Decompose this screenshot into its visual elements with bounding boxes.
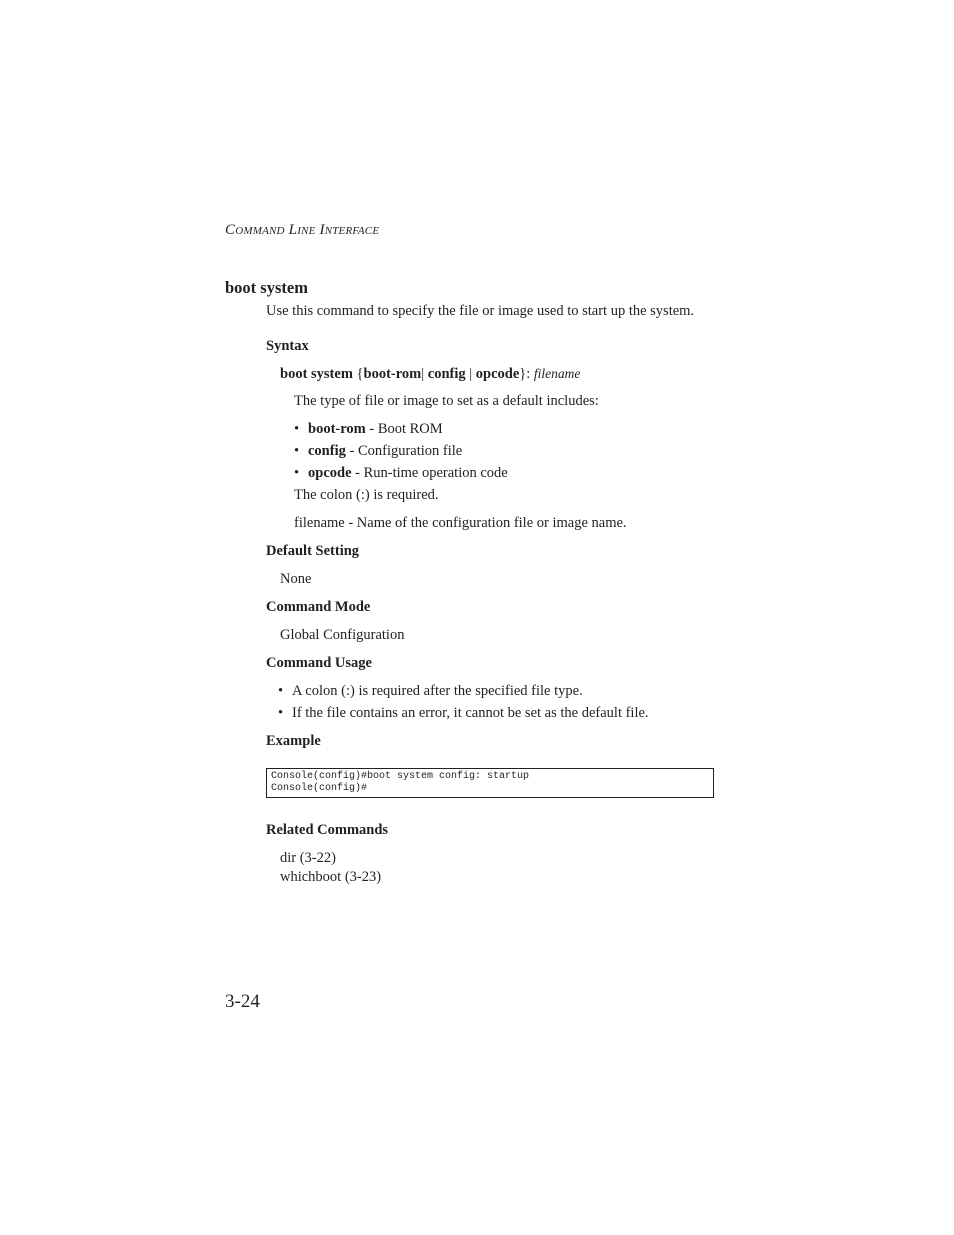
related-command-link: whichboot (3-23) — [280, 869, 382, 885]
code-line: Console(config)#boot system config: startup — [271, 771, 530, 782]
syntax-option: • boot-rom - Boot ROM — [294, 421, 443, 437]
code-line: Console(config)# — [271, 783, 368, 794]
page-number: 3-24 — [225, 991, 260, 1012]
example-heading: Example — [266, 733, 321, 749]
command-title: boot system — [225, 278, 308, 297]
syntax-option: • opcode - Run-time operation code — [294, 465, 508, 481]
command-usage-heading: Command Usage — [266, 655, 372, 671]
usage-item: • If the file contains an error, it cannot be set as the default file. — [278, 705, 649, 721]
syntax-intro: The type of file or image to set as a default includes: — [294, 393, 599, 409]
related-command-link: dir (3-22) — [280, 850, 336, 866]
default-setting-value: None — [280, 571, 312, 587]
syntax-heading: Syntax — [266, 338, 309, 354]
related-commands-heading: Related Commands — [266, 822, 389, 838]
example-code-box — [266, 768, 714, 798]
filename-description: filename - Name of the configuration file or image name. — [294, 515, 627, 531]
command-description: Use this command to specify the file or image used to start up the system. — [266, 303, 695, 319]
command-mode-value: Global Configuration — [280, 627, 405, 643]
syntax-line: boot system {boot-rom| config | opcode}: filename — [280, 366, 581, 382]
default-setting-heading: Default Setting — [266, 543, 360, 559]
colon-note: The colon (:) is required. — [294, 487, 439, 503]
command-mode-heading: Command Mode — [266, 599, 371, 615]
usage-item: • A colon (:) is required after the specified file type. — [278, 683, 583, 699]
running-head: COMMAND LINE INTERFACE — [225, 222, 380, 238]
syntax-option: • config - Configuration file — [294, 443, 463, 459]
